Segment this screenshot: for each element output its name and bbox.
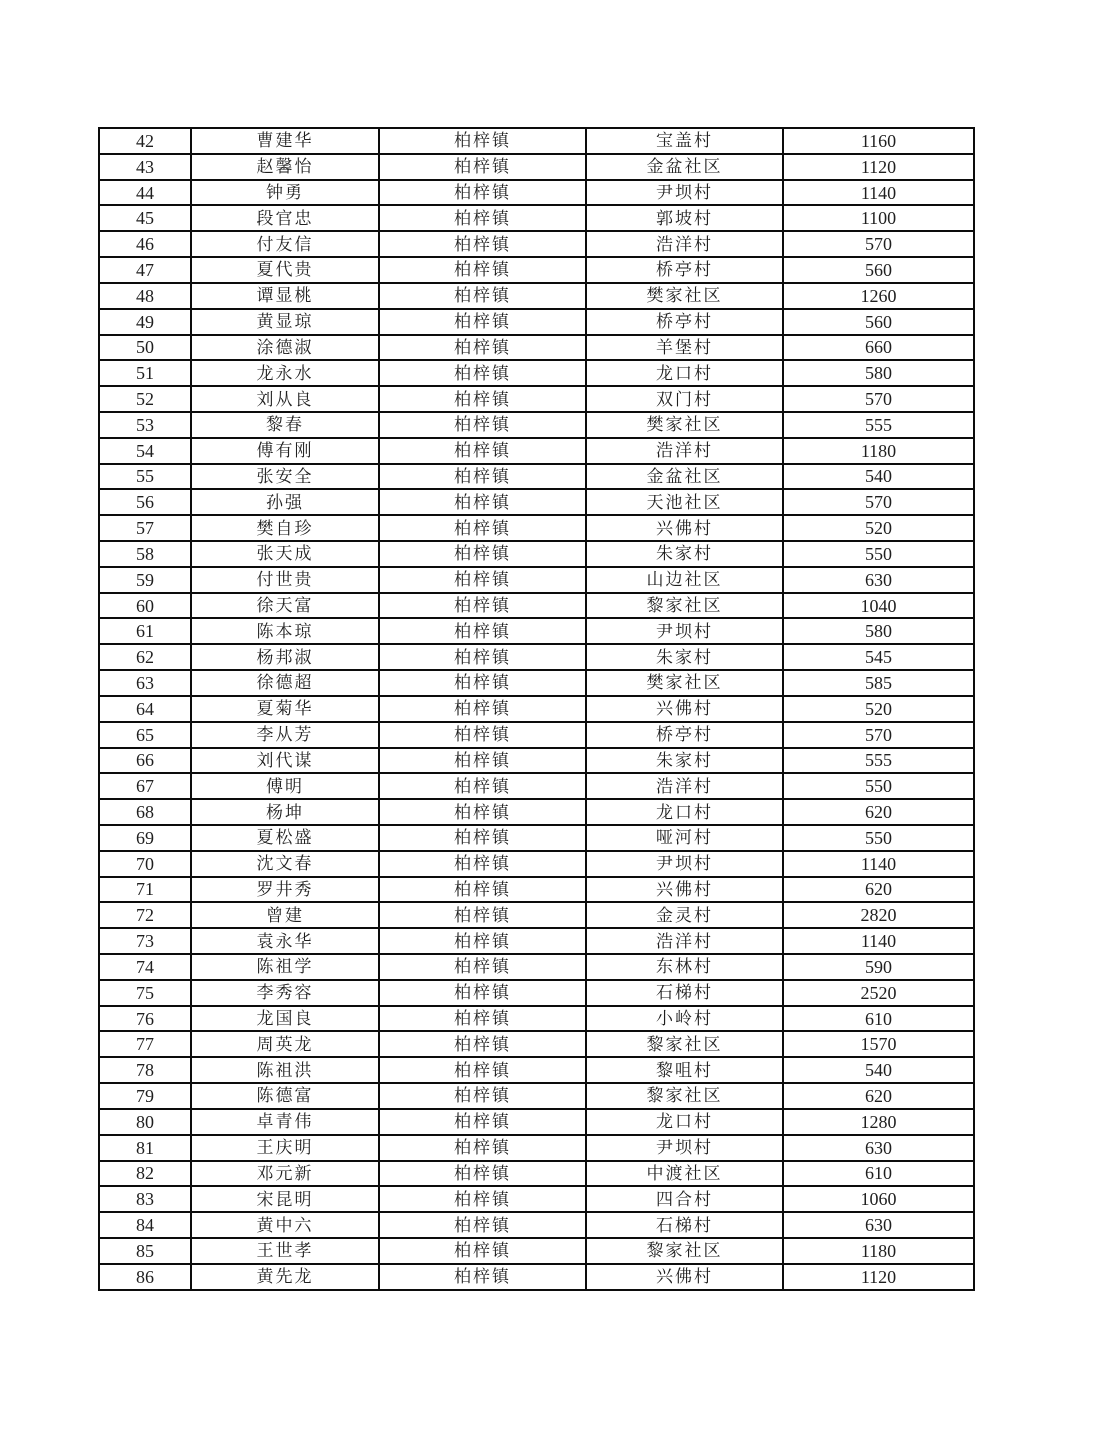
cell-town: 柏梓镇 <box>379 231 586 257</box>
cell-town: 柏梓镇 <box>379 180 586 206</box>
cell-index: 44 <box>99 180 191 206</box>
cell-amount: 1100 <box>783 205 974 231</box>
cell-index: 75 <box>99 980 191 1006</box>
table-row <box>99 154 974 180</box>
cell-index: 76 <box>99 1006 191 1032</box>
cell-village: 朱家村 <box>586 748 783 774</box>
cell-village: 四合村 <box>586 1186 783 1212</box>
cell-amount: 570 <box>783 489 974 515</box>
cell-name: 宋昆明 <box>191 1186 379 1212</box>
cell-town: 柏梓镇 <box>379 1264 586 1290</box>
cell-name: 周英龙 <box>191 1031 379 1057</box>
cell-town: 柏梓镇 <box>379 541 586 567</box>
cell-town: 柏梓镇 <box>379 438 586 464</box>
cell-name: 陈德富 <box>191 1083 379 1109</box>
cell-amount: 2520 <box>783 980 974 1006</box>
cell-town: 柏梓镇 <box>379 1135 586 1161</box>
cell-index: 67 <box>99 773 191 799</box>
cell-name: 傅明 <box>191 773 379 799</box>
cell-amount: 1060 <box>783 1186 974 1212</box>
cell-village: 黎家社区 <box>586 1083 783 1109</box>
cell-index: 60 <box>99 593 191 619</box>
cell-amount: 1040 <box>783 593 974 619</box>
cell-index: 59 <box>99 567 191 593</box>
table-row <box>99 1109 974 1135</box>
cell-index: 74 <box>99 954 191 980</box>
cell-village: 羊堡村 <box>586 335 783 361</box>
table-row <box>99 257 974 283</box>
cell-village: 天池社区 <box>586 489 783 515</box>
table-row <box>99 748 974 774</box>
table-row <box>99 722 974 748</box>
cell-village: 金灵村 <box>586 902 783 928</box>
cell-name: 黄显琼 <box>191 309 379 335</box>
cell-index: 58 <box>99 541 191 567</box>
cell-name: 李从芳 <box>191 722 379 748</box>
cell-town: 柏梓镇 <box>379 309 586 335</box>
cell-amount: 610 <box>783 1161 974 1187</box>
cell-name: 王世孝 <box>191 1238 379 1264</box>
cell-amount: 1120 <box>783 154 974 180</box>
table-row <box>99 489 974 515</box>
cell-name: 王庆明 <box>191 1135 379 1161</box>
cell-index: 49 <box>99 309 191 335</box>
cell-index: 77 <box>99 1031 191 1057</box>
cell-town: 柏梓镇 <box>379 1031 586 1057</box>
cell-amount: 560 <box>783 257 974 283</box>
table-row <box>99 128 974 154</box>
cell-name: 谭显桃 <box>191 283 379 309</box>
cell-name: 曹建华 <box>191 128 379 154</box>
cell-amount: 1140 <box>783 928 974 954</box>
cell-amount: 1260 <box>783 283 974 309</box>
table-row <box>99 464 974 490</box>
table-row <box>99 412 974 438</box>
cell-index: 42 <box>99 128 191 154</box>
cell-index: 63 <box>99 670 191 696</box>
cell-amount: 620 <box>783 1083 974 1109</box>
cell-village: 石梯村 <box>586 980 783 1006</box>
cell-amount: 1180 <box>783 438 974 464</box>
cell-name: 杨邦淑 <box>191 644 379 670</box>
cell-index: 45 <box>99 205 191 231</box>
cell-village: 兴佛村 <box>586 877 783 903</box>
cell-name: 黎春 <box>191 412 379 438</box>
table-row <box>99 618 974 644</box>
cell-name: 邓元新 <box>191 1161 379 1187</box>
cell-village: 兴佛村 <box>586 515 783 541</box>
cell-name: 龙国良 <box>191 1006 379 1032</box>
table-row <box>99 205 974 231</box>
cell-town: 柏梓镇 <box>379 1083 586 1109</box>
cell-village: 浩洋村 <box>586 773 783 799</box>
cell-amount: 580 <box>783 618 974 644</box>
cell-name: 段官忠 <box>191 205 379 231</box>
cell-village: 宝盖村 <box>586 128 783 154</box>
cell-town: 柏梓镇 <box>379 1006 586 1032</box>
cell-village: 樊家社区 <box>586 283 783 309</box>
table-row <box>99 696 974 722</box>
cell-index: 85 <box>99 1238 191 1264</box>
table-row <box>99 1057 974 1083</box>
cell-amount: 555 <box>783 412 974 438</box>
cell-town: 柏梓镇 <box>379 1057 586 1083</box>
cell-name: 樊自珍 <box>191 515 379 541</box>
cell-name: 卓青伟 <box>191 1109 379 1135</box>
cell-amount: 540 <box>783 464 974 490</box>
cell-town: 柏梓镇 <box>379 696 586 722</box>
cell-amount: 570 <box>783 231 974 257</box>
cell-index: 57 <box>99 515 191 541</box>
cell-name: 刘代谋 <box>191 748 379 774</box>
cell-amount: 540 <box>783 1057 974 1083</box>
table-row <box>99 670 974 696</box>
table-row <box>99 954 974 980</box>
cell-index: 72 <box>99 902 191 928</box>
cell-index: 46 <box>99 231 191 257</box>
cell-name: 杨坤 <box>191 799 379 825</box>
cell-name: 陈祖洪 <box>191 1057 379 1083</box>
cell-amount: 1280 <box>783 1109 974 1135</box>
cell-name: 张天成 <box>191 541 379 567</box>
table-row <box>99 360 974 386</box>
cell-name: 龙永水 <box>191 360 379 386</box>
cell-index: 68 <box>99 799 191 825</box>
table-row <box>99 180 974 206</box>
cell-name: 陈祖学 <box>191 954 379 980</box>
cell-amount: 555 <box>783 748 974 774</box>
cell-name: 沈文春 <box>191 851 379 877</box>
table-row <box>99 593 974 619</box>
table-row <box>99 928 974 954</box>
cell-index: 80 <box>99 1109 191 1135</box>
cell-village: 浩洋村 <box>586 928 783 954</box>
cell-name: 夏松盛 <box>191 825 379 851</box>
cell-amount: 1160 <box>783 128 974 154</box>
cell-index: 47 <box>99 257 191 283</box>
table-row <box>99 309 974 335</box>
cell-village: 朱家村 <box>586 541 783 567</box>
cell-amount: 585 <box>783 670 974 696</box>
table-row <box>99 438 974 464</box>
cell-town: 柏梓镇 <box>379 954 586 980</box>
cell-town: 柏梓镇 <box>379 489 586 515</box>
cell-name: 袁永华 <box>191 928 379 954</box>
cell-name: 罗井秀 <box>191 877 379 903</box>
cell-village: 兴佛村 <box>586 1264 783 1290</box>
table-row <box>99 567 974 593</box>
cell-amount: 550 <box>783 825 974 851</box>
cell-amount: 620 <box>783 877 974 903</box>
cell-village: 浩洋村 <box>586 438 783 464</box>
cell-town: 柏梓镇 <box>379 335 586 361</box>
table-row <box>99 1135 974 1161</box>
cell-town: 柏梓镇 <box>379 773 586 799</box>
cell-name: 徐天富 <box>191 593 379 619</box>
cell-amount: 570 <box>783 722 974 748</box>
cell-index: 53 <box>99 412 191 438</box>
cell-index: 51 <box>99 360 191 386</box>
cell-village: 桥亭村 <box>586 257 783 283</box>
cell-name: 付友信 <box>191 231 379 257</box>
cell-index: 82 <box>99 1161 191 1187</box>
cell-index: 64 <box>99 696 191 722</box>
cell-index: 61 <box>99 618 191 644</box>
cell-town: 柏梓镇 <box>379 1161 586 1187</box>
cell-town: 柏梓镇 <box>379 567 586 593</box>
table-row <box>99 283 974 309</box>
cell-name: 涂德淑 <box>191 335 379 361</box>
cell-village: 朱家村 <box>586 644 783 670</box>
cell-town: 柏梓镇 <box>379 980 586 1006</box>
cell-name: 李秀容 <box>191 980 379 1006</box>
cell-index: 86 <box>99 1264 191 1290</box>
cell-name: 傅有刚 <box>191 438 379 464</box>
cell-village: 东林村 <box>586 954 783 980</box>
table-row <box>99 1264 974 1290</box>
cell-index: 78 <box>99 1057 191 1083</box>
cell-town: 柏梓镇 <box>379 283 586 309</box>
cell-town: 柏梓镇 <box>379 412 586 438</box>
cell-amount: 630 <box>783 1212 974 1238</box>
cell-village: 郭坡村 <box>586 205 783 231</box>
cell-village: 黎家社区 <box>586 593 783 619</box>
table-row <box>99 1186 974 1212</box>
cell-town: 柏梓镇 <box>379 464 586 490</box>
table-row <box>99 1006 974 1032</box>
cell-name: 张安全 <box>191 464 379 490</box>
cell-town: 柏梓镇 <box>379 1109 586 1135</box>
cell-index: 48 <box>99 283 191 309</box>
cell-town: 柏梓镇 <box>379 128 586 154</box>
cell-village: 黎咀村 <box>586 1057 783 1083</box>
cell-index: 52 <box>99 386 191 412</box>
cell-amount: 520 <box>783 515 974 541</box>
table-row <box>99 541 974 567</box>
cell-village: 黎家社区 <box>586 1031 783 1057</box>
cell-village: 金盆社区 <box>586 154 783 180</box>
cell-index: 83 <box>99 1186 191 1212</box>
cell-town: 柏梓镇 <box>379 644 586 670</box>
cell-village: 尹坝村 <box>586 618 783 644</box>
cell-index: 50 <box>99 335 191 361</box>
cell-village: 尹坝村 <box>586 851 783 877</box>
cell-village: 桥亭村 <box>586 722 783 748</box>
cell-name: 孙强 <box>191 489 379 515</box>
table-row <box>99 515 974 541</box>
cell-index: 70 <box>99 851 191 877</box>
cell-amount: 580 <box>783 360 974 386</box>
cell-amount: 1180 <box>783 1238 974 1264</box>
cell-village: 龙口村 <box>586 1109 783 1135</box>
cell-index: 81 <box>99 1135 191 1161</box>
cell-town: 柏梓镇 <box>379 618 586 644</box>
cell-amount: 520 <box>783 696 974 722</box>
cell-amount: 550 <box>783 773 974 799</box>
cell-village: 樊家社区 <box>586 412 783 438</box>
cell-town: 柏梓镇 <box>379 722 586 748</box>
table-body <box>99 128 974 1290</box>
cell-index: 71 <box>99 877 191 903</box>
cell-town: 柏梓镇 <box>379 154 586 180</box>
cell-amount: 620 <box>783 799 974 825</box>
cell-town: 柏梓镇 <box>379 748 586 774</box>
cell-village: 石梯村 <box>586 1212 783 1238</box>
cell-name: 陈本琼 <box>191 618 379 644</box>
table-row <box>99 799 974 825</box>
cell-name: 夏代贵 <box>191 257 379 283</box>
beneficiary-table <box>98 127 975 1291</box>
cell-village: 尹坝村 <box>586 180 783 206</box>
cell-name: 付世贵 <box>191 567 379 593</box>
cell-village: 双门村 <box>586 386 783 412</box>
cell-index: 69 <box>99 825 191 851</box>
cell-village: 桥亭村 <box>586 309 783 335</box>
cell-index: 66 <box>99 748 191 774</box>
cell-town: 柏梓镇 <box>379 1212 586 1238</box>
table-row <box>99 1238 974 1264</box>
cell-name: 黄先龙 <box>191 1264 379 1290</box>
cell-village: 金盆社区 <box>586 464 783 490</box>
cell-amount: 610 <box>783 1006 974 1032</box>
cell-town: 柏梓镇 <box>379 205 586 231</box>
cell-village: 中渡社区 <box>586 1161 783 1187</box>
cell-amount: 590 <box>783 954 974 980</box>
cell-village: 兴佛村 <box>586 696 783 722</box>
cell-index: 55 <box>99 464 191 490</box>
cell-amount: 550 <box>783 541 974 567</box>
cell-amount: 660 <box>783 335 974 361</box>
table-row <box>99 773 974 799</box>
cell-village: 樊家社区 <box>586 670 783 696</box>
cell-village: 黎家社区 <box>586 1238 783 1264</box>
cell-village: 龙口村 <box>586 799 783 825</box>
cell-index: 79 <box>99 1083 191 1109</box>
cell-name: 赵馨怡 <box>191 154 379 180</box>
cell-village: 山边社区 <box>586 567 783 593</box>
cell-index: 65 <box>99 722 191 748</box>
cell-town: 柏梓镇 <box>379 386 586 412</box>
cell-amount: 570 <box>783 386 974 412</box>
cell-name: 夏菊华 <box>191 696 379 722</box>
cell-town: 柏梓镇 <box>379 360 586 386</box>
cell-amount: 630 <box>783 1135 974 1161</box>
table-row <box>99 335 974 361</box>
cell-amount: 1570 <box>783 1031 974 1057</box>
table-row <box>99 980 974 1006</box>
table-row <box>99 877 974 903</box>
cell-name: 钟勇 <box>191 180 379 206</box>
cell-town: 柏梓镇 <box>379 1186 586 1212</box>
cell-amount: 560 <box>783 309 974 335</box>
cell-town: 柏梓镇 <box>379 851 586 877</box>
cell-name: 刘从良 <box>191 386 379 412</box>
cell-amount: 1120 <box>783 1264 974 1290</box>
cell-name: 曾建 <box>191 902 379 928</box>
cell-index: 73 <box>99 928 191 954</box>
cell-index: 54 <box>99 438 191 464</box>
cell-index: 62 <box>99 644 191 670</box>
table-row <box>99 231 974 257</box>
cell-amount: 1140 <box>783 180 974 206</box>
cell-village: 龙口村 <box>586 360 783 386</box>
cell-amount: 2820 <box>783 902 974 928</box>
table-row <box>99 644 974 670</box>
cell-town: 柏梓镇 <box>379 877 586 903</box>
cell-index: 43 <box>99 154 191 180</box>
cell-town: 柏梓镇 <box>379 670 586 696</box>
cell-village: 小岭村 <box>586 1006 783 1032</box>
cell-town: 柏梓镇 <box>379 902 586 928</box>
cell-town: 柏梓镇 <box>379 593 586 619</box>
cell-village: 哑河村 <box>586 825 783 851</box>
table-row <box>99 902 974 928</box>
cell-amount: 545 <box>783 644 974 670</box>
cell-town: 柏梓镇 <box>379 515 586 541</box>
cell-index: 84 <box>99 1212 191 1238</box>
table-row <box>99 825 974 851</box>
table-row <box>99 1031 974 1057</box>
table-row <box>99 1161 974 1187</box>
table-row <box>99 1083 974 1109</box>
cell-name: 徐德超 <box>191 670 379 696</box>
table-row <box>99 386 974 412</box>
cell-town: 柏梓镇 <box>379 825 586 851</box>
cell-town: 柏梓镇 <box>379 257 586 283</box>
cell-town: 柏梓镇 <box>379 1238 586 1264</box>
table-row <box>99 1212 974 1238</box>
cell-town: 柏梓镇 <box>379 799 586 825</box>
cell-town: 柏梓镇 <box>379 928 586 954</box>
cell-name: 黄中六 <box>191 1212 379 1238</box>
cell-village: 浩洋村 <box>586 231 783 257</box>
cell-village: 尹坝村 <box>586 1135 783 1161</box>
cell-amount: 630 <box>783 567 974 593</box>
cell-index: 56 <box>99 489 191 515</box>
cell-amount: 1140 <box>783 851 974 877</box>
table-row <box>99 851 974 877</box>
